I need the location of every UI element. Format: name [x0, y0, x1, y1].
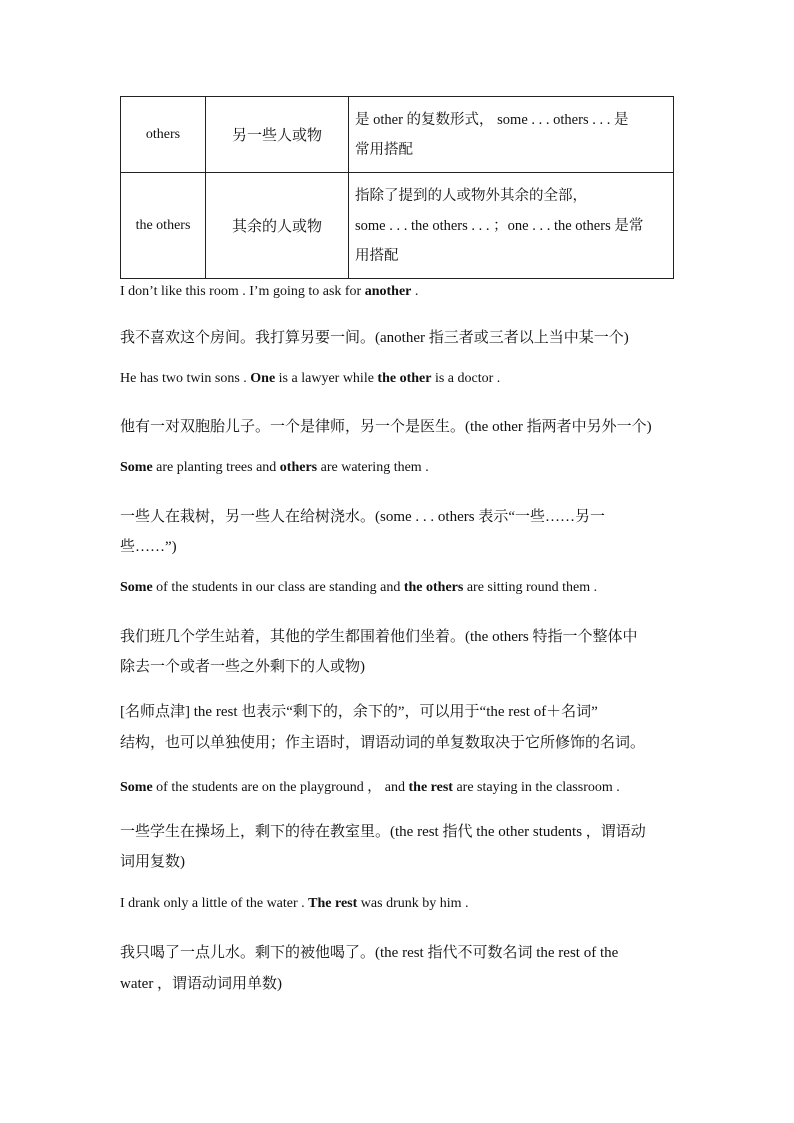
usage-line: 是 other 的复数形式， some . . . others . . . 是 — [355, 111, 629, 128]
example-chinese: 词用复数) — [120, 854, 185, 870]
tip-label: [名师点津] — [120, 704, 190, 720]
example-chinese: 我只喝了一点儿水。剩下的被他喝了。(the rest 指代不可数名词 the rest of the — [120, 945, 619, 961]
example-english: He has two twin sons . One is a lawyer while the other is a doctor . — [120, 371, 501, 386]
usage-line: 用搭配 — [355, 247, 399, 264]
meaning-cell: 另一些人或物 — [206, 97, 349, 173]
example-english: Some of the students are on the playground ， and the rest are staying in the classroom . — [120, 780, 620, 795]
example-chinese: 除去一个或者一些之外剩下的人或物) — [120, 659, 365, 675]
example-english: Some of the students in our class are standing and the others are sitting round them . — [120, 580, 598, 595]
example-chinese: water ，谓语动词用单数) — [120, 976, 283, 992]
example-chinese: 些……”) — [120, 539, 177, 555]
table-row — [121, 173, 674, 279]
teacher-tip: 结构，也可以单独使用；作主语时，谓语动词的单复数取决于它所修饰的名词。 — [120, 735, 646, 751]
example-chinese: 一些学生在操场上，剩下的待在教室里。(the rest 指代 the other students ，谓语动 — [120, 824, 646, 840]
example-english: I don’t like this room . I’m going to ask for another . — [120, 284, 419, 299]
example-chinese: 我不喜欢这个房间。我打算另要一间。(another 指三者或三者以上当中某一个) — [120, 330, 629, 346]
usage-line: 指除了提到的人或物外其余的全部， — [355, 187, 587, 204]
table-row — [121, 97, 674, 173]
term-cell: the others — [121, 173, 206, 279]
usage-cell — [349, 173, 674, 279]
meaning-cell: 其余的人或物 — [206, 173, 349, 279]
teacher-tip: [名师点津] the rest 也表示“剩下的，余下的”，可以用于“the rest of＋名词” — [120, 704, 598, 720]
example-chinese: 他有一对双胞胎儿子。一个是律师，另一个是医生。(the other 指两者中另外一个) — [120, 419, 652, 435]
term-cell: others — [121, 97, 206, 173]
usage-line: some . . . the others . . . ；one . . . the others 是常 — [355, 217, 644, 234]
usage-cell — [349, 97, 674, 173]
example-english: Some are planting trees and others are watering them . — [120, 460, 429, 475]
usage-line: 常用搭配 — [355, 141, 413, 158]
grammar-table — [120, 96, 674, 279]
example-chinese: 我们班几个学生站着，其他的学生都围着他们坐着。(the others 特指一个整体中 — [120, 629, 638, 645]
example-english: I drank only a little of the water . The rest was drunk by him . — [120, 896, 469, 911]
example-chinese: 一些人在栽树，另一些人在给树浇水。(some . . . others 表示“一些……另一 — [120, 509, 605, 525]
